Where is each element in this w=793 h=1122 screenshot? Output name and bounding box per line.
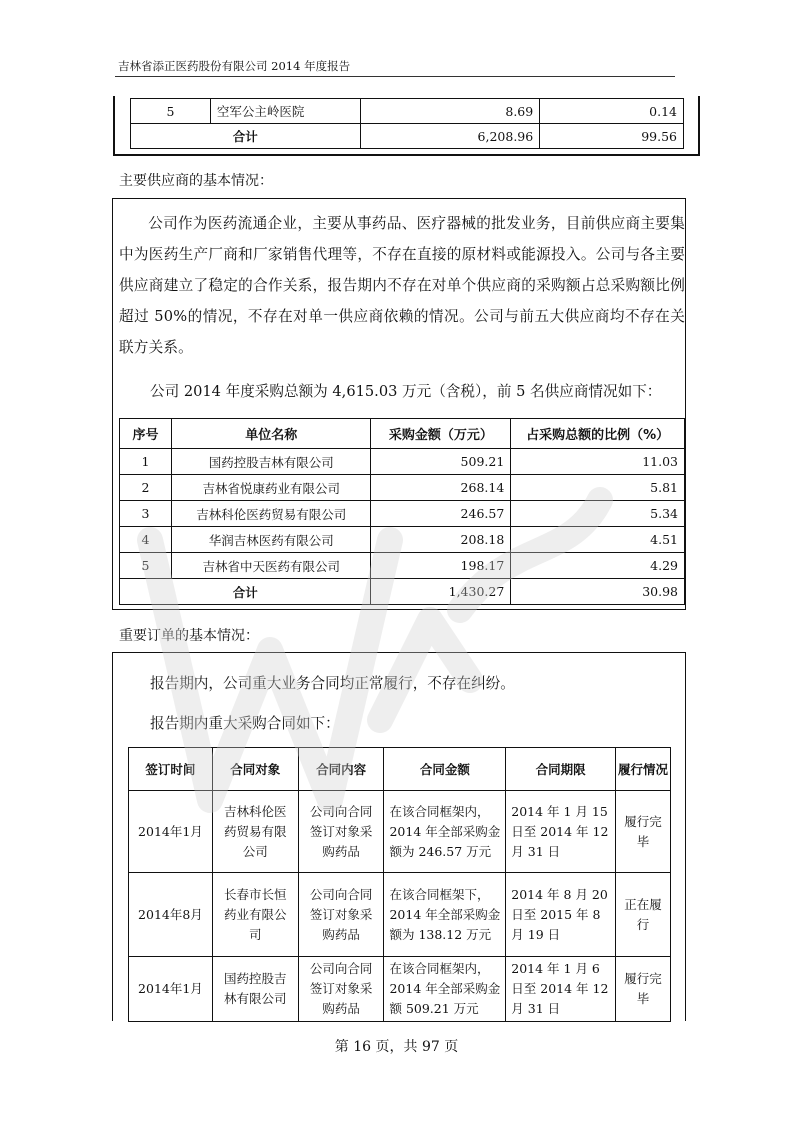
table-row (131, 99, 684, 124)
cell-amount: 8.69 (360, 99, 540, 124)
col-amount: 采购金额（万元） (371, 419, 511, 449)
cell-no: 3 (120, 501, 172, 527)
header-rule (115, 76, 675, 77)
col-term: 合同期限 (506, 748, 616, 791)
col-ratio: 占采购总额的比例（%） (511, 419, 685, 449)
cell-amount: 268.14 (371, 475, 511, 501)
col-amount: 合同金额 (384, 748, 506, 791)
cell-name: 国药控股吉林有限公司 (171, 449, 371, 475)
customer-table-tail (130, 98, 684, 149)
total-amount: 6,208.96 (360, 124, 540, 149)
cell-party: 长春市长恒药业有限公司 (212, 873, 298, 957)
suppliers-heading: 主要供应商的基本情况： (119, 173, 273, 189)
cell-party: 吉林科伦医药贸易有限公司 (212, 791, 298, 873)
col-party: 合同对象 (212, 748, 298, 791)
page-footer: 第 16 页，共 97 页 (334, 1039, 459, 1055)
cell-no: 5 (131, 99, 211, 124)
cell-ratio: 11.03 (511, 449, 685, 475)
col-content: 合同内容 (298, 748, 384, 791)
cell-no: 1 (120, 449, 172, 475)
orders-line2: 报告期内重大采购合同如下： (150, 715, 340, 732)
col-name: 单位名称 (171, 419, 371, 449)
col-status: 履行情况 (616, 748, 671, 791)
cell-no: 2 (120, 475, 172, 501)
cell-name: 吉林科伦医药贸易有限公司 (171, 501, 371, 527)
orders-heading: 重要订单的基本情况： (119, 628, 259, 644)
suppliers-summary: 公司 2014 年度采购总额为 4,615.03 万元（含税），前 5 名供应商情况如下： (150, 383, 662, 400)
total-label: 合计 (131, 124, 361, 149)
suppliers-table (119, 418, 685, 605)
cell-term: 2014 年 8 月 20 日至 2015 年 8 月 19 日 (506, 873, 616, 957)
cell-content: 公司向合同签订对象采购药品 (298, 791, 384, 873)
table-row (120, 501, 685, 527)
orders-table (128, 747, 671, 1022)
table-row (129, 791, 671, 873)
cell-name: 吉林省中天医药有限公司 (171, 553, 371, 579)
table-total-row (131, 124, 684, 149)
cell-no: 4 (120, 527, 172, 553)
cell-ratio: 5.34 (511, 501, 685, 527)
col-date: 签订时间 (129, 748, 213, 791)
cell-ratio: 4.51 (511, 527, 685, 553)
cell-name: 吉林省悦康药业有限公司 (171, 475, 371, 501)
total-ratio: 30.98 (511, 579, 685, 605)
table-row (129, 957, 671, 1022)
table-header-row (129, 748, 671, 791)
cell-date: 2014年1月 (129, 791, 213, 873)
cell-date: 2014年1月 (129, 957, 213, 1022)
cell-status: 正在履行 (616, 873, 671, 957)
cell-amount: 在该合同框架内，2014 年全部采购金额 509.21 万元 (384, 957, 506, 1022)
table-header-row (120, 419, 685, 449)
cell-term: 2014 年 1 月 15 日至 2014 年 12 月 31 日 (506, 791, 616, 873)
cell-amount: 208.18 (371, 527, 511, 553)
cell-status: 履行完毕 (616, 791, 671, 873)
table-row (120, 449, 685, 475)
cell-ratio: 0.14 (540, 99, 684, 124)
cell-amount: 246.57 (371, 501, 511, 527)
cell-content: 公司向合同签订对象采购药品 (298, 873, 384, 957)
table-total-row (120, 579, 685, 605)
cell-term: 2014 年 1 月 6 日至 2014 年 12 月 31 日 (506, 957, 616, 1022)
table-row (120, 527, 685, 553)
cell-status: 履行完毕 (616, 957, 671, 1022)
header-title: 吉林省添正医药股份有限公司 2014 年度报告 (118, 59, 351, 73)
cell-amount: 在该合同框架下，2014 年全部采购金额为 138.12 万元 (384, 873, 506, 957)
total-label: 合计 (120, 579, 371, 605)
col-no: 序号 (120, 419, 172, 449)
cell-name: 华润吉林医药有限公司 (171, 527, 371, 553)
orders-line1: 报告期内，公司重大业务合同均正常履行，不存在纠纷。 (150, 675, 515, 692)
cell-amount: 509.21 (371, 449, 511, 475)
table-row (120, 553, 685, 579)
cell-amount: 在该合同框架内，2014 年全部采购金额为 246.57 万元 (384, 791, 506, 873)
suppliers-paragraph: 公司作为医药流通企业，主要从事药品、医疗器械的批发业务，目前供应商主要集中为医药生产厂商和厂家销售代理等，不存在直接的原材料或能源投入。公司与各主要供应商建立了稳定的合作关系，报告期内不存在对单个供应商的采购额占总采购额比例超过 50%的情况，不存在对单一供应商依赖的情况。公司与前五大供应商均不存在关联方关系。 (119, 215, 685, 356)
cell-amount: 198.17 (371, 553, 511, 579)
total-ratio: 99.56 (540, 124, 684, 149)
total-amount: 1,430.27 (371, 579, 511, 605)
cell-name: 空军公主岭医院 (210, 99, 360, 124)
cell-no: 5 (120, 553, 172, 579)
cell-content: 公司向合同签订对象采购药品 (298, 957, 384, 1022)
table-row (129, 873, 671, 957)
table-row (120, 475, 685, 501)
cell-party: 国药控股吉林有限公司 (212, 957, 298, 1022)
cell-ratio: 5.81 (511, 475, 685, 501)
cell-date: 2014年8月 (129, 873, 213, 957)
cell-ratio: 4.29 (511, 553, 685, 579)
